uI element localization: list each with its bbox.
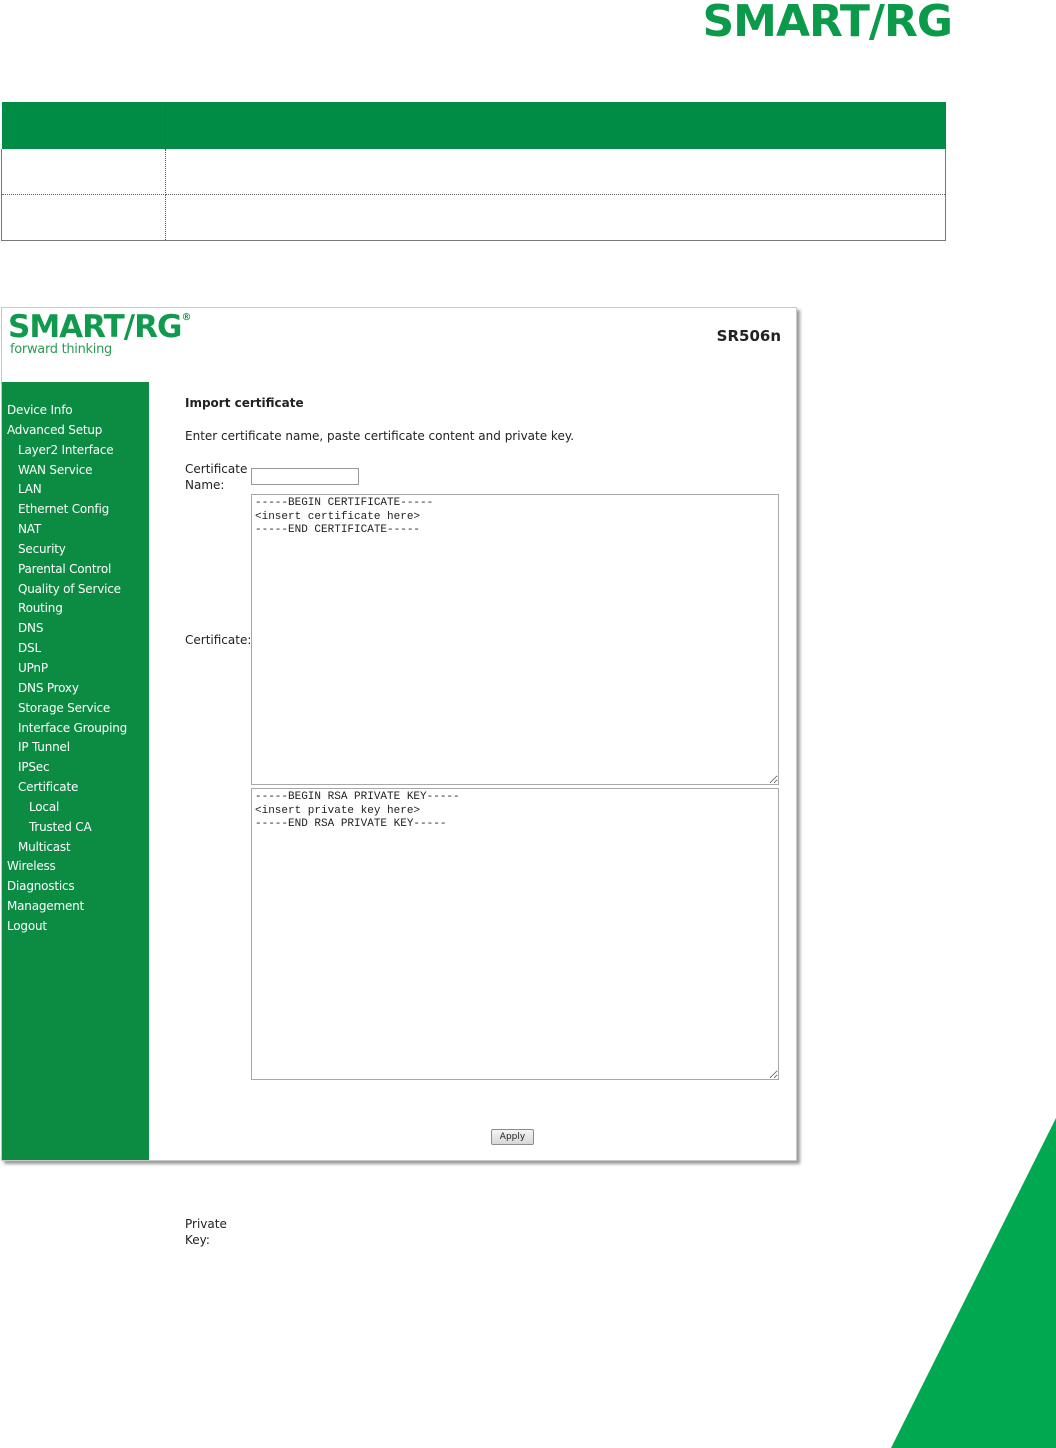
sidebar-item-dns[interactable]: DNS	[18, 621, 44, 636]
sidebar-item-ip-tunnel[interactable]: IP Tunnel	[18, 740, 70, 755]
sidebar-item-ethernet-config[interactable]: Ethernet Config	[18, 502, 110, 517]
model-name: SR506n	[716, 327, 781, 345]
sidebar-item-diagnostics[interactable]: Diagnostics	[7, 879, 75, 894]
sidebar-item-advanced-setup[interactable]: Advanced Setup	[7, 422, 103, 437]
router-logo-text: SMART/RG	[8, 309, 182, 345]
page-title: Import certificate	[185, 396, 304, 410]
table-header-row	[2, 102, 946, 149]
page-description: Enter certificate name, paste certificate content and private key.	[185, 429, 575, 443]
sidebar-item-multicast[interactable]: Multicast	[18, 839, 71, 854]
triangle-shape	[891, 1118, 1056, 1448]
router-ui-screenshot	[1, 307, 797, 1247]
apply-button[interactable]: Apply	[491, 1129, 534, 1145]
certificate-name-input[interactable]	[251, 468, 359, 485]
sidebar-item-logout[interactable]: Logout	[7, 918, 47, 933]
router-logo	[8, 310, 190, 344]
sidebar-item-dsl[interactable]: DSL	[18, 641, 41, 656]
private-key-label: Private Key:	[185, 1217, 227, 1247]
table-header-cell	[2, 102, 166, 149]
sidebar-item-trusted-ca[interactable]: Trusted CA	[29, 819, 92, 834]
certificate-textarea[interactable]	[251, 494, 779, 785]
certificate-label: Certificate:	[185, 633, 252, 647]
sidebar-item-local[interactable]: Local	[29, 799, 60, 814]
table-cell	[2, 195, 166, 241]
sidebar-item-dns-proxy[interactable]: DNS Proxy	[18, 680, 79, 695]
brand-logo: SMART/RG	[702, 0, 952, 47]
sidebar-item-certificate[interactable]: Certificate	[18, 780, 79, 795]
sidebar-item-wireless[interactable]: Wireless	[7, 859, 56, 874]
sidebar-item-storage-service[interactable]: Storage Service	[18, 700, 111, 715]
document-table	[1, 102, 946, 241]
sidebar	[2, 382, 149, 1160]
sidebar-item-management[interactable]: Management	[7, 899, 85, 914]
sidebar-item-security[interactable]: Security	[18, 541, 66, 556]
table-cell	[166, 149, 946, 195]
table-row	[2, 195, 946, 241]
sidebar-item-interface-grouping[interactable]: Interface Grouping	[18, 720, 128, 735]
table-cell	[2, 149, 166, 195]
table-cell	[166, 195, 946, 241]
sidebar-item-layer2-interface[interactable]: Layer2 Interface	[18, 442, 114, 457]
sidebar-item-ipsec[interactable]: IPSec	[18, 760, 50, 775]
table-header-cell	[166, 102, 946, 149]
sidebar-item-upnp[interactable]: UPnP	[18, 660, 48, 675]
sidebar-item-parental-control[interactable]: Parental Control	[18, 561, 112, 576]
sidebar-item-device-info[interactable]: Device Info	[7, 403, 73, 417]
sidebar-item-wan-service[interactable]: WAN Service	[18, 462, 93, 477]
sidebar-item-quality-of-service[interactable]: Quality of Service	[18, 581, 121, 596]
sidebar-item-routing[interactable]: Routing	[18, 601, 63, 616]
registered-mark: ®	[181, 312, 191, 323]
certificate-name-label: Certificate Name:	[185, 462, 248, 492]
table-row	[2, 149, 946, 195]
sidebar-item-nat[interactable]: NAT	[18, 522, 41, 537]
router-tagline: forward thinking	[10, 342, 112, 357]
private-key-textarea[interactable]	[251, 788, 779, 1080]
sidebar-menu	[2, 401, 149, 937]
sidebar-item-lan[interactable]: LAN	[18, 482, 42, 497]
